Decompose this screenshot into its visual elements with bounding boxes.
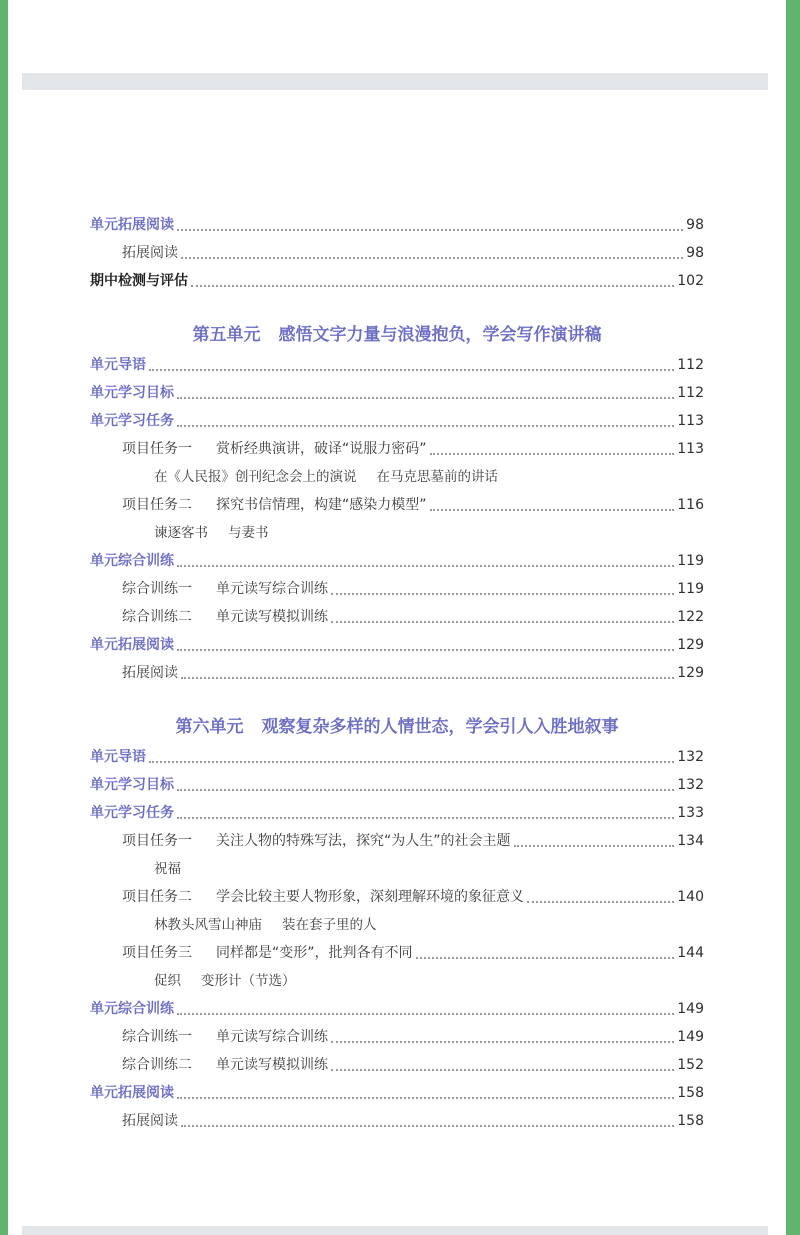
article-title: 谏逐客书	[154, 525, 208, 541]
unit-number: 第六单元	[175, 717, 244, 737]
leader-dots	[181, 255, 683, 259]
task-text: 单元读写综合训练	[216, 1029, 328, 1045]
toc-entry[interactable]	[122, 606, 704, 628]
toc-entry-title	[122, 942, 413, 964]
toc-entry[interactable]	[122, 438, 704, 460]
toc-entry-title: 单元学习任务	[90, 805, 174, 821]
toc-entry-title: 单元学习目标	[90, 777, 174, 793]
leader-dots	[177, 647, 674, 651]
article-title: 装在套子里的人	[282, 917, 377, 933]
toc-entry-page: 113	[677, 441, 704, 457]
toc-entry-title: 单元导语	[90, 749, 146, 765]
toc-entry-title: 单元拓展阅读	[90, 637, 174, 653]
toc-entry-page: 119	[677, 553, 704, 569]
toc-entry[interactable]	[122, 1054, 704, 1076]
toc-entry-page: 152	[677, 1057, 704, 1073]
toc-entry-page: 102	[677, 273, 704, 289]
article-title: 林教头风雪山神庙	[154, 917, 262, 933]
article-title: 祝福	[154, 861, 181, 877]
leader-dots	[527, 899, 674, 903]
top-header-band	[22, 73, 768, 90]
article-title: 在马克思墓前的讲话	[376, 469, 498, 485]
leader-dots	[416, 955, 675, 959]
leader-dots	[177, 227, 683, 231]
task-text: 关注人物的特殊写法，探究“为人生”的社会主题	[216, 833, 511, 849]
toc-entry-title: 单元拓展阅读	[90, 1085, 174, 1101]
toc-entry-page: 122	[677, 609, 704, 625]
leader-dots	[177, 1011, 674, 1015]
toc-entry-title: 单元综合训练	[90, 1001, 174, 1017]
toc-entry[interactable]	[90, 214, 704, 236]
toc-entry-page: 158	[677, 1085, 704, 1101]
toc-entry-title	[122, 438, 427, 460]
toc-entry-page: 112	[677, 385, 704, 401]
toc-entry-page: 140	[677, 889, 704, 905]
toc-entry-title: 拓展阅读	[122, 665, 178, 681]
leader-dots	[331, 591, 674, 595]
leader-dots	[181, 675, 674, 679]
task-text: 赏析经典演讲，破译“说服力密码”	[216, 441, 427, 457]
toc-entry-title	[122, 886, 524, 908]
article-title: 变形计（节选）	[201, 973, 296, 989]
toc-entry[interactable]	[90, 1082, 704, 1104]
toc-entry-title: 拓展阅读	[122, 1113, 178, 1129]
toc-entry[interactable]	[90, 550, 704, 572]
toc-entry-title	[122, 1054, 328, 1076]
toc-entry-title: 单元综合训练	[90, 553, 174, 569]
toc-entry-page: 144	[677, 945, 704, 961]
toc-entry-title: 单元学习任务	[90, 413, 174, 429]
toc-sub-articles	[154, 466, 498, 488]
toc-entry-page: 98	[686, 217, 704, 233]
toc-entry-title	[122, 1026, 328, 1048]
toc-entry[interactable]	[90, 998, 704, 1020]
task-text: 单元读写模拟训练	[216, 609, 328, 625]
task-label: 项目任务二	[122, 889, 192, 905]
toc-entry[interactable]	[90, 382, 704, 404]
left-green-bar	[0, 0, 8, 1235]
toc-entry-page: 129	[677, 665, 704, 681]
leader-dots	[331, 619, 674, 623]
article-title: 与妻书	[228, 525, 269, 541]
toc-entry[interactable]	[122, 1026, 704, 1048]
toc-entry[interactable]	[122, 886, 704, 908]
toc-sub-articles	[154, 914, 377, 936]
leader-dots	[331, 1067, 674, 1071]
article-title: 促织	[154, 973, 181, 989]
unit-number: 第五单元	[192, 325, 261, 345]
toc-entry-title	[122, 578, 328, 600]
toc-entry-page: 149	[677, 1029, 704, 1045]
toc-entry-page: 113	[677, 413, 704, 429]
toc-entry[interactable]	[122, 942, 704, 964]
task-text: 学会比较主要人物形象，深刻理解环境的象征意义	[216, 889, 524, 905]
toc-entry-title	[122, 606, 328, 628]
task-label: 综合训练二	[122, 609, 192, 625]
unit-title: 感悟文字力量与浪漫抱负，学会写作演讲稿	[278, 325, 602, 345]
toc-entry-page: 112	[677, 357, 704, 373]
unit-heading	[90, 322, 704, 348]
toc-entry-page: 158	[677, 1113, 704, 1129]
leader-dots	[149, 367, 674, 371]
toc-entry-title	[122, 494, 427, 516]
toc-sub-articles	[154, 522, 269, 544]
toc-entry-page: 98	[686, 245, 704, 261]
leader-dots	[177, 787, 674, 791]
task-label: 综合训练一	[122, 1029, 192, 1045]
article-title: 在《人民报》创刊纪念会上的演说	[154, 469, 357, 485]
leader-dots	[177, 423, 674, 427]
right-green-bar	[786, 0, 800, 1235]
toc-entry[interactable]	[90, 746, 704, 768]
leader-dots	[177, 563, 674, 567]
task-label: 项目任务二	[122, 497, 192, 513]
task-text: 单元读写模拟训练	[216, 1057, 328, 1073]
toc-sub-articles	[154, 858, 181, 880]
leader-dots	[430, 507, 675, 511]
leader-dots	[177, 815, 674, 819]
toc-entry[interactable]	[122, 494, 704, 516]
task-label: 项目任务一	[122, 833, 192, 849]
leader-dots	[430, 451, 675, 455]
toc-entry-page: 119	[677, 581, 704, 597]
task-text: 单元读写综合训练	[216, 581, 328, 597]
toc-entry-title: 单元导语	[90, 357, 146, 373]
toc-entry-title: 单元拓展阅读	[90, 217, 174, 233]
toc-entry-page: 132	[677, 749, 704, 765]
task-label: 项目任务一	[122, 441, 192, 457]
toc-entry[interactable]	[90, 410, 704, 432]
toc-entry-title: 单元学习目标	[90, 385, 174, 401]
toc-entry-page: 133	[677, 805, 704, 821]
unit-title: 观察复杂多样的人情世态，学会引人入胜地叙事	[261, 717, 619, 737]
toc-entry[interactable]	[90, 774, 704, 796]
toc-entry-page: 129	[677, 637, 704, 653]
unit-heading	[90, 714, 704, 740]
toc-entry[interactable]	[122, 830, 704, 852]
leader-dots	[177, 1095, 674, 1099]
task-text: 同样都是“变形”，批判各有不同	[216, 945, 413, 961]
toc-sub-articles	[154, 970, 296, 992]
toc-entry[interactable]	[90, 354, 704, 376]
toc-entry[interactable]	[122, 1110, 704, 1132]
leader-dots	[191, 283, 674, 287]
leader-dots	[181, 1123, 674, 1127]
leader-dots	[177, 395, 674, 399]
toc-entry-title: 期中检测与评估	[90, 273, 188, 289]
task-label: 综合训练一	[122, 581, 192, 597]
toc-entry[interactable]	[90, 802, 704, 824]
leader-dots	[514, 843, 675, 847]
toc-entry-page: 134	[677, 833, 704, 849]
toc-entry-page: 132	[677, 777, 704, 793]
leader-dots	[149, 759, 674, 763]
task-text: 探究书信情理，构建“感染力模型”	[216, 497, 427, 513]
toc-entry-title: 拓展阅读	[122, 245, 178, 261]
toc-entry-page: 116	[677, 497, 704, 513]
toc-entry[interactable]	[122, 242, 704, 264]
leader-dots	[331, 1039, 674, 1043]
task-label: 综合训练二	[122, 1057, 192, 1073]
task-label: 项目任务三	[122, 945, 192, 961]
toc-entry[interactable]	[122, 578, 704, 600]
toc-entry[interactable]	[122, 662, 704, 684]
toc-entry[interactable]	[90, 634, 704, 656]
toc-entry-title	[122, 830, 511, 852]
bottom-footer-band	[22, 1226, 768, 1235]
toc-entry-page: 149	[677, 1001, 704, 1017]
toc-entry[interactable]	[90, 270, 704, 292]
